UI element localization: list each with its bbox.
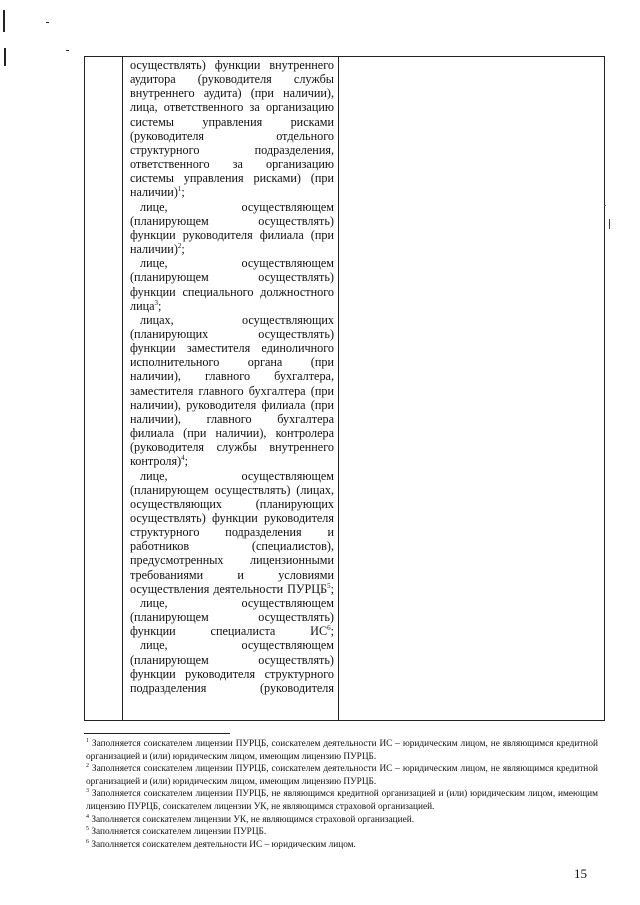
cell-paragraph: лице, осуществляющем (планирующем осуществлять) (лицах, осуществляющих (планирующих осуществлять) функции руководителя структурного подразделения и работников (специалистов), предусмотренных лицензионными требованиями и условиями осуществления деятельности ПУРЦБ$^5$;: [130, 468, 334, 596]
footnote: $^6$ Заполняется соискателем деятельности ИС – юридическим лицом.: [86, 838, 356, 850]
footnote: $^3$ Заполняется соискателем лицензии ПУРЦБ, не являющимся кредитной организацией и (или) юридическим лицом, имеющим лицензию ПУРЦБ, соискателем лицензии УК, не являющимся страховой организацией.: [86, 788, 598, 812]
scan-artifact: [609, 219, 610, 229]
cell-paragraph: осуществлять) функции внутреннего аудитора (руководителя службы внутреннего аудита) (при наличии), лица, ответственного за организацию системы управления рисками (руководителя отдельного структурного подразделения, ответственного за организацию системы управления рисками) (при наличии)$^1$;: [130, 58, 334, 200]
table-row: [85, 57, 605, 721]
footnotes: [86, 738, 598, 851]
margin-dash-1: [46, 22, 49, 23]
footnote: $^5$ Заполняется соискателем лицензии ПУРЦБ.: [86, 826, 267, 838]
table-cell-empty: [339, 57, 605, 721]
margin-mark-bottom: [4, 48, 6, 66]
cell-paragraph: лице, осуществляющем (планирующем осуществлять) функции руководителя филиала (при наличии)$^2$;: [130, 199, 334, 257]
footnote-separator: [84, 733, 230, 734]
cell-paragraph: лице, осуществляющем (планирующем осуществлять) функции руководителя структурного подразделения (руководителя: [130, 638, 334, 695]
page-number: 15: [574, 866, 587, 881]
cell-paragraph: лице, осуществляющем (планирующем осуществлять) функции специалиста $ИС^6$;: [130, 595, 334, 639]
table-cell-content: [123, 57, 339, 721]
footnote: $^4$ Заполняется соискателем лицензии УК, не являющимся страховой организацией.: [86, 813, 415, 825]
cell-text: [123, 57, 338, 720]
margin-dash-2: [66, 50, 69, 51]
cell-paragraph: лице, осуществляющем (планирующем осуществлять) функции специального должностного лица$^3$;: [130, 256, 334, 313]
footnote: $^2$ Заполняется соискателем лицензии ПУРЦБ, соискателем деятельности ИС – юридическим лицом, не являющимся кредитной организацией и (или) юридическим лицом, имеющим лицензию ПУРЦБ.: [86, 763, 599, 787]
table-cell-number: [85, 57, 123, 721]
margin-mark-top: [3, 10, 5, 32]
footnote: $^1$ Заполняется соискателем лицензии ПУРЦБ, соискателем деятельности ИС – юридическим лицом, не являющимся кредитной организацией и (или) юридическим лицом, имеющим лицензию ПУРЦБ.: [86, 737, 599, 762]
scan-artifact: [604, 205, 606, 206]
cell-paragraph: лицах, осуществляющих (планирующих осуществлять) функции заместителя единоличного исполнительного органа (при наличии), главного бухгалтера, заместителя главного бухгалтера (при наличии), руководителя филиала (при наличии), главного бухгалтера филиала (при наличии), контролера (руководителя службы внутреннего контроля)$^4$;: [130, 312, 334, 469]
document-table: [84, 56, 605, 721]
